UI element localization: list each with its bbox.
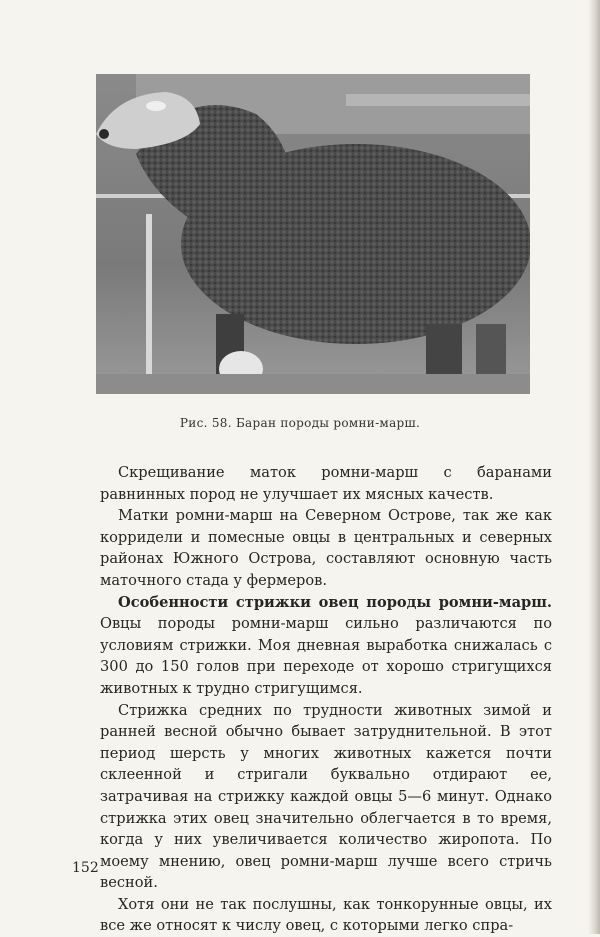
ram-photo xyxy=(96,74,530,394)
page-edge-shadow xyxy=(588,0,600,934)
paragraph: Стрижка средних по трудности животных зимой и ранней весной обычно бывает затруднительной. В этот период шерсть у многих животных кажется почти склеенной и стригали буквально отдирают ее, затрачивая на стрижку каждой овцы 5—6 минут. Однако стрижка этих овец значительно облегчается в то время, когда у них увеличивается количество жиропота. По моему мнению, овец ромни-марш лучше всего стричь весной. xyxy=(100,701,552,892)
paragraph-text: Овцы породы ромни-марш сильно различаются по условиям стрижки. Моя дневная выработка снижалась с 300 до 150 голов при переходе от хорошо стригущихся животных к трудно стригущимся. xyxy=(100,615,552,697)
page-number: 152 xyxy=(72,860,99,876)
paragraph: Матки ромни-марш на Северном Острове, так же как корридели и помесные овцы в центральных и северных районах Южного Острова, составляют основную часть маточного стада у фермеров. xyxy=(100,507,552,589)
run-in-heading: Особенности стрижки овец породы ромни-марш. xyxy=(118,593,552,611)
body-text xyxy=(100,462,552,937)
paragraph: Хотя они не так послушны, как тонкорунные овцы, их все же относят к числу овец, с которыми легко спра- xyxy=(100,895,552,935)
ram-photo-drawing xyxy=(96,74,530,394)
paragraph: Скрещивание маток ромни-марш с баранами равнинных пород не улучшает их мясных качеств. xyxy=(100,464,552,503)
paragraph xyxy=(100,592,552,700)
figure-caption: Рис. 58. Баран породы ромни-марш. xyxy=(179,416,421,430)
